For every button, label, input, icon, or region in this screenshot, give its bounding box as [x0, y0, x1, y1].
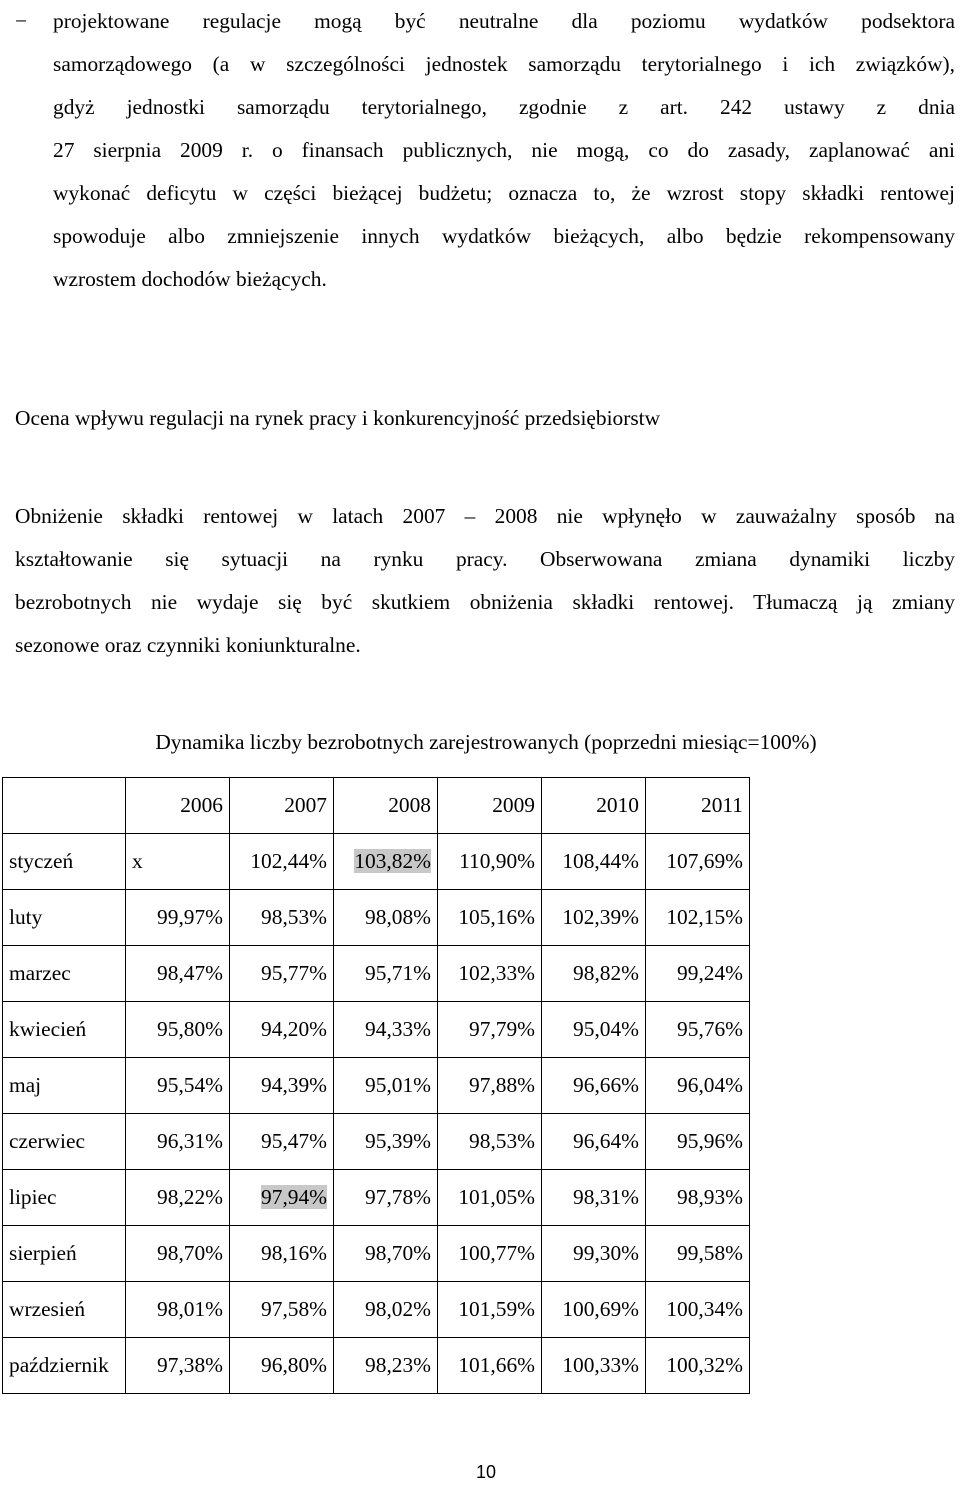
table-row	[3, 1226, 750, 1282]
value-cell: 95,39%	[334, 1114, 438, 1170]
value-cell: 98,70%	[126, 1226, 230, 1282]
paragraph-line: sezonowe oraz czynniki koniunkturalne.	[15, 633, 361, 657]
value-cell: 97,58%	[230, 1282, 334, 1338]
value-cell: 98,47%	[126, 946, 230, 1002]
paragraph-line: kształtowanie się sytuacji na rynku pracy. Obserwowana zmiana dynamiki liczby	[15, 547, 955, 571]
value-cell: x	[126, 834, 230, 890]
value-cell: 96,80%	[230, 1338, 334, 1394]
table-row	[3, 1002, 750, 1058]
table-title: Dynamika liczby bezrobotnych zarejestrowanych (poprzedni miesiąc=100%)	[155, 730, 817, 754]
month-cell: kwiecień	[3, 1002, 126, 1058]
value-cell: 95,96%	[646, 1114, 750, 1170]
value-cell: 99,97%	[126, 890, 230, 946]
bullet-line: wykonać deficytu w części bieżącej budżetu; oznacza to, że wzrost stopy składki rentowej	[53, 181, 955, 205]
table-row	[3, 1170, 750, 1226]
value-cell: 100,33%	[542, 1338, 646, 1394]
year-header-cell: 2010	[542, 778, 646, 834]
value-cell: 98,53%	[230, 890, 334, 946]
value-cell: 95,54%	[126, 1058, 230, 1114]
header-corner-cell	[3, 778, 126, 834]
value-cell: 100,34%	[646, 1282, 750, 1338]
value-cell: 94,20%	[230, 1002, 334, 1058]
paragraph-line: Obniżenie składki rentowej w latach 2007 – 2008 nie wpłynęło w zauważalny sposób na	[15, 504, 955, 528]
value-cell: 98,16%	[230, 1226, 334, 1282]
value-cell: 100,32%	[646, 1338, 750, 1394]
bullet-line: wzrostem dochodów bieżących.	[53, 267, 327, 291]
table-row	[3, 1338, 750, 1394]
month-cell: marzec	[3, 946, 126, 1002]
value-cell: 101,66%	[438, 1338, 542, 1394]
table-row	[3, 946, 750, 1002]
value-cell: 98,82%	[542, 946, 646, 1002]
value-cell: 102,44%	[230, 834, 334, 890]
year-header-cell: 2006	[126, 778, 230, 834]
value-cell: 94,39%	[230, 1058, 334, 1114]
page-number: 10	[475, 1462, 497, 1482]
value-cell: 95,04%	[542, 1002, 646, 1058]
value-cell: 97,79%	[438, 1002, 542, 1058]
value-cell: 102,39%	[542, 890, 646, 946]
value-cell: 98,01%	[126, 1282, 230, 1338]
year-header-cell: 2008	[334, 778, 438, 834]
value-cell: 100,77%	[438, 1226, 542, 1282]
value-cell: 101,05%	[438, 1170, 542, 1226]
bullet-line: projektowane regulacje mogą być neutralne dla poziomu wydatków podsektora	[53, 9, 955, 33]
highlighted-value: 97,94%	[261, 1185, 327, 1209]
value-cell: 97,88%	[438, 1058, 542, 1114]
value-cell: 98,08%	[334, 890, 438, 946]
value-cell: 95,01%	[334, 1058, 438, 1114]
table-row	[3, 1282, 750, 1338]
value-cell: 98,93%	[646, 1170, 750, 1226]
value-cell: 105,16%	[438, 890, 542, 946]
value-cell: 96,64%	[542, 1114, 646, 1170]
value-cell: 108,44%	[542, 834, 646, 890]
value-cell: 98,31%	[542, 1170, 646, 1226]
value-cell: 97,78%	[334, 1170, 438, 1226]
value-cell: 99,58%	[646, 1226, 750, 1282]
value-cell: 98,23%	[334, 1338, 438, 1394]
value-cell: 110,90%	[438, 834, 542, 890]
bullet-line: spowoduje albo zmniejszenie innych wydatków bieżących, albo będzie rekompensowany	[53, 224, 955, 248]
value-cell: 102,33%	[438, 946, 542, 1002]
value-cell: 96,66%	[542, 1058, 646, 1114]
value-cell: 95,80%	[126, 1002, 230, 1058]
month-cell: maj	[3, 1058, 126, 1114]
value-cell: 100,69%	[542, 1282, 646, 1338]
table-row	[3, 1114, 750, 1170]
value-cell	[230, 1170, 334, 1226]
section-heading: Ocena wpływu regulacji na rynek pracy i konkurencyjność przedsiębiorstw	[15, 406, 661, 430]
value-cell: 96,31%	[126, 1114, 230, 1170]
bullet-line: gdyż jednostki samorządu terytorialnego, zgodnie z art. 242 ustawy z dnia	[53, 95, 955, 119]
value-cell: 98,53%	[438, 1114, 542, 1170]
value-cell: 101,59%	[438, 1282, 542, 1338]
bullet-line: samorządowego (a w szczególności jednostek samorządu terytorialnego i ich związków),	[53, 52, 955, 76]
value-cell: 94,33%	[334, 1002, 438, 1058]
value-cell: 99,24%	[646, 946, 750, 1002]
value-cell: 95,76%	[646, 1002, 750, 1058]
table-row	[3, 890, 750, 946]
value-cell: 98,22%	[126, 1170, 230, 1226]
month-cell: lipiec	[3, 1170, 126, 1226]
value-cell: 95,77%	[230, 946, 334, 1002]
month-cell: styczeń	[3, 834, 126, 890]
value-cell: 95,71%	[334, 946, 438, 1002]
value-cell: 99,30%	[542, 1226, 646, 1282]
value-cell: 102,15%	[646, 890, 750, 946]
value-cell	[334, 834, 438, 890]
highlighted-value: 103,82%	[354, 849, 431, 873]
table-row	[3, 834, 750, 890]
value-cell: 98,02%	[334, 1282, 438, 1338]
table-header-row	[3, 778, 750, 834]
bullet-line: 27 sierpnia 2009 r. o finansach publicznych, nie mogą, co do zasady, zaplanować ani	[53, 138, 955, 162]
paragraph-line: bezrobotnych nie wydaje się być skutkiem obniżenia składki rentowej. Tłumaczą ją zmiany	[15, 590, 955, 614]
year-header-cell: 2011	[646, 778, 750, 834]
value-cell: 107,69%	[646, 834, 750, 890]
month-cell: październik	[3, 1338, 126, 1394]
value-cell: 97,38%	[126, 1338, 230, 1394]
year-header-cell: 2009	[438, 778, 542, 834]
body-paragraph	[15, 495, 955, 667]
table-row	[3, 1058, 750, 1114]
value-cell: 98,70%	[334, 1226, 438, 1282]
year-header-cell: 2007	[230, 778, 334, 834]
month-cell: czerwiec	[3, 1114, 126, 1170]
month-cell: sierpień	[3, 1226, 126, 1282]
value-cell: 96,04%	[646, 1058, 750, 1114]
bullet-dash: −	[15, 9, 28, 33]
month-cell: wrzesień	[3, 1282, 126, 1338]
unemployment-dynamics-table	[2, 777, 750, 1394]
month-cell: luty	[3, 890, 126, 946]
value-cell: 95,47%	[230, 1114, 334, 1170]
bullet-text	[53, 0, 955, 301]
